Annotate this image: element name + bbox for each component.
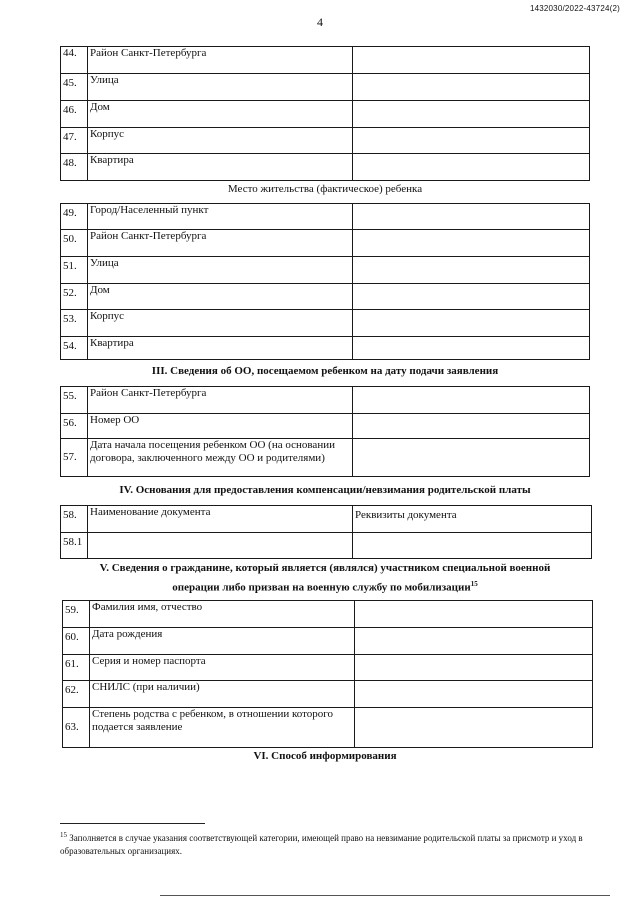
footnote-reference: 15	[470, 580, 478, 588]
row-number: 55.	[61, 387, 88, 414]
row-number: 44.	[61, 47, 88, 74]
row-label: Дата рождения	[90, 628, 355, 655]
row-number: 59.	[63, 601, 90, 628]
row-number: 58.	[61, 506, 88, 533]
row-number: 45.	[61, 74, 88, 101]
table-row	[61, 128, 590, 154]
row-label: Дом	[88, 284, 353, 310]
row-value-field[interactable]	[353, 101, 590, 128]
table-row	[61, 387, 590, 414]
row-label: Район Санкт-Петербурга	[88, 387, 353, 414]
page-bottom-line	[160, 895, 610, 896]
row-number: 51.	[61, 257, 88, 284]
table-row	[61, 74, 590, 101]
row-value-field[interactable]	[353, 284, 590, 310]
section-5-title-line-2	[40, 577, 610, 595]
participant-table	[62, 600, 593, 748]
table-row	[63, 708, 593, 748]
table-row	[63, 601, 593, 628]
table-row	[63, 628, 593, 655]
row-number: 48.	[61, 154, 88, 181]
row-number: 50.	[61, 230, 88, 257]
table-row	[61, 439, 590, 477]
section-6-title: VI. Способ информирования	[253, 750, 397, 762]
row-label: Степень родства с ребенком, в отношении которого подается заявление	[90, 708, 355, 748]
row-value-field[interactable]	[355, 655, 593, 681]
row-number: 54.	[61, 337, 88, 360]
institution-table	[60, 386, 590, 477]
column-header-document-name: Наименование документа	[88, 506, 353, 533]
row-label: СНИЛС (при наличии)	[90, 681, 355, 708]
row-label: Улица	[88, 257, 353, 284]
section-5-title-text: операции либо призван на военную службу по мобилизации	[172, 581, 471, 594]
row-value-field[interactable]	[355, 681, 593, 708]
table-row	[61, 414, 590, 439]
table-row	[63, 681, 593, 708]
row-label: Район Санкт-Петербурга	[88, 230, 353, 257]
table-row	[61, 337, 590, 360]
row-number: 46.	[61, 101, 88, 128]
footnote	[60, 829, 600, 858]
table-row	[61, 230, 590, 257]
row-value-field[interactable]	[355, 708, 593, 748]
table-row	[61, 533, 592, 559]
row-value-field[interactable]	[353, 387, 590, 414]
table-row	[61, 47, 590, 74]
residence-table	[60, 203, 590, 360]
document-name-field[interactable]	[88, 533, 353, 559]
row-label: Район Санкт-Петербурга	[88, 47, 353, 74]
table-row	[61, 204, 590, 230]
row-value-field[interactable]	[353, 414, 590, 439]
row-label: Город/Населенный пункт	[88, 204, 353, 230]
row-value-field[interactable]	[353, 74, 590, 101]
row-number: 56.	[61, 414, 88, 439]
footnote-separator	[60, 823, 205, 824]
row-value-field[interactable]	[353, 310, 590, 337]
row-label: Дата начала посещения ребенком ОО (на основании договора, заключенного между ОО и родителями)	[88, 439, 353, 477]
row-number: 63.	[63, 708, 90, 748]
table-header-row	[61, 506, 592, 533]
table-row	[61, 284, 590, 310]
row-number: 57.	[61, 439, 88, 477]
residence-title: Место жительства (фактическое) ребенка	[227, 183, 423, 195]
row-value-field[interactable]	[355, 601, 593, 628]
column-header-document-details: Реквизиты документа	[353, 506, 592, 533]
row-label: Дом	[88, 101, 353, 128]
row-label: Квартира	[88, 337, 353, 360]
grounds-table	[60, 505, 592, 559]
row-label: Серия и номер паспорта	[90, 655, 355, 681]
row-number: 53.	[61, 310, 88, 337]
footnote-text: Заполняется в случае указания соответствующей категории, имеющей право на невзимание родительской платы за присмотр и уход в образовательных организациях.	[60, 833, 583, 856]
section-3-title: III. Сведения об ОО, посещаемом ребенком на дату подачи заявления	[151, 365, 499, 377]
row-number: 60.	[63, 628, 90, 655]
row-number: 61.	[63, 655, 90, 681]
row-value-field[interactable]	[355, 628, 593, 655]
row-number: 58.1	[61, 533, 88, 559]
row-value-field[interactable]	[353, 47, 590, 74]
section-5-title-line-1: V. Сведения о гражданине, который является (являлся) участником специальной военной	[99, 562, 551, 574]
row-value-field[interactable]	[353, 154, 590, 181]
row-label: Улица	[88, 74, 353, 101]
row-label: Фамилия имя, отчество	[90, 601, 355, 628]
row-value-field[interactable]	[353, 128, 590, 154]
row-label: Квартира	[88, 154, 353, 181]
row-label: Корпус	[88, 128, 353, 154]
footnote-mark: 15	[60, 831, 67, 839]
address-table	[60, 46, 590, 181]
section-4-title: IV. Основания для предоставления компенсации/невзимания родительской платы	[119, 484, 531, 496]
document-details-field[interactable]	[353, 533, 592, 559]
table-row	[63, 655, 593, 681]
row-label: Номер ОО	[88, 414, 353, 439]
page-number: 4	[317, 15, 323, 29]
row-number: 47.	[61, 128, 88, 154]
row-number: 49.	[61, 204, 88, 230]
row-value-field[interactable]	[353, 439, 590, 477]
row-value-field[interactable]	[353, 337, 590, 360]
row-value-field[interactable]	[353, 230, 590, 257]
row-number: 62.	[63, 681, 90, 708]
row-value-field[interactable]	[353, 257, 590, 284]
table-row	[61, 101, 590, 128]
table-row	[61, 154, 590, 181]
table-row	[61, 310, 590, 337]
row-number: 52.	[61, 284, 88, 310]
table-row	[61, 257, 590, 284]
row-label: Корпус	[88, 310, 353, 337]
document-id: 1432030/2022-43724(2)	[529, 4, 620, 13]
row-value-field[interactable]	[353, 204, 590, 230]
